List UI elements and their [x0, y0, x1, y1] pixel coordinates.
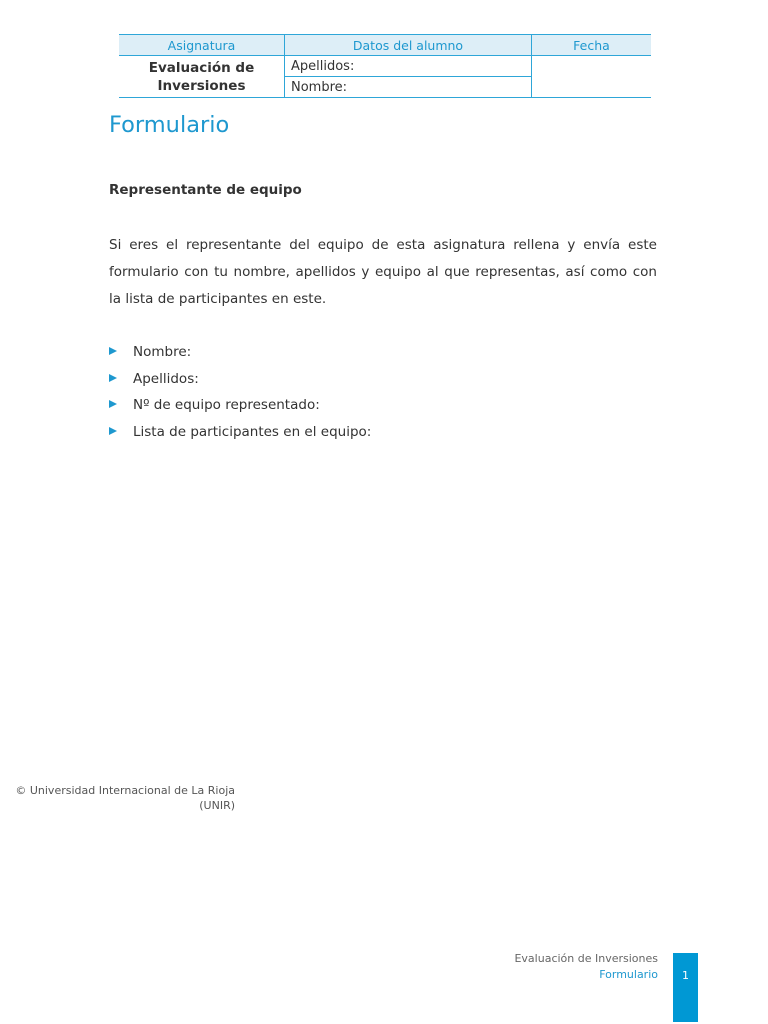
subject-name: Evaluación de Inversiones: [119, 56, 285, 98]
form-field-list: [109, 339, 371, 446]
copyright-line: (UNIR): [199, 799, 235, 812]
header-col-subject: Asignatura: [119, 35, 285, 56]
bullet-arrow-icon: [109, 400, 117, 408]
footer-document-info: [514, 951, 658, 983]
list-item-label: Nombre:: [133, 344, 192, 360]
page-number: 1: [673, 953, 698, 1022]
name-field[interactable]: Nombre:: [285, 77, 532, 98]
list-item: [109, 392, 371, 419]
list-item-label: Nº de equipo representado:: [133, 397, 320, 414]
page-title: Formulario: [109, 112, 230, 138]
list-item: [109, 339, 371, 366]
footer-course: Evaluación de Inversiones: [514, 952, 658, 965]
lastname-field[interactable]: Apellidos:: [285, 56, 532, 77]
header-col-student: Datos del alumno: [285, 35, 532, 56]
header-col-date: Fecha: [532, 35, 652, 56]
instructions-paragraph: Si eres el representante del equipo de esta asignatura rellena y envía este formulario con tu nombre, apellidos y equipo al que representas, así como con la lista de participantes en este.: [109, 237, 657, 307]
bullet-arrow-icon: [109, 347, 117, 355]
list-item: [109, 419, 371, 446]
footer-section: Formulario: [599, 968, 658, 981]
copyright-line: © Universidad Internacional de La Rioja: [15, 784, 235, 797]
list-item-label: Lista de participantes en el equipo:: [133, 424, 372, 441]
bullet-arrow-icon: [109, 427, 117, 435]
date-field[interactable]: [532, 56, 652, 98]
copyright-notice: [14, 783, 235, 813]
bullet-arrow-icon: [109, 374, 117, 382]
list-item: [109, 366, 371, 393]
section-heading: Representante de equipo: [109, 182, 302, 198]
header-table: [119, 34, 651, 98]
list-item-label: Apellidos:: [133, 370, 199, 387]
